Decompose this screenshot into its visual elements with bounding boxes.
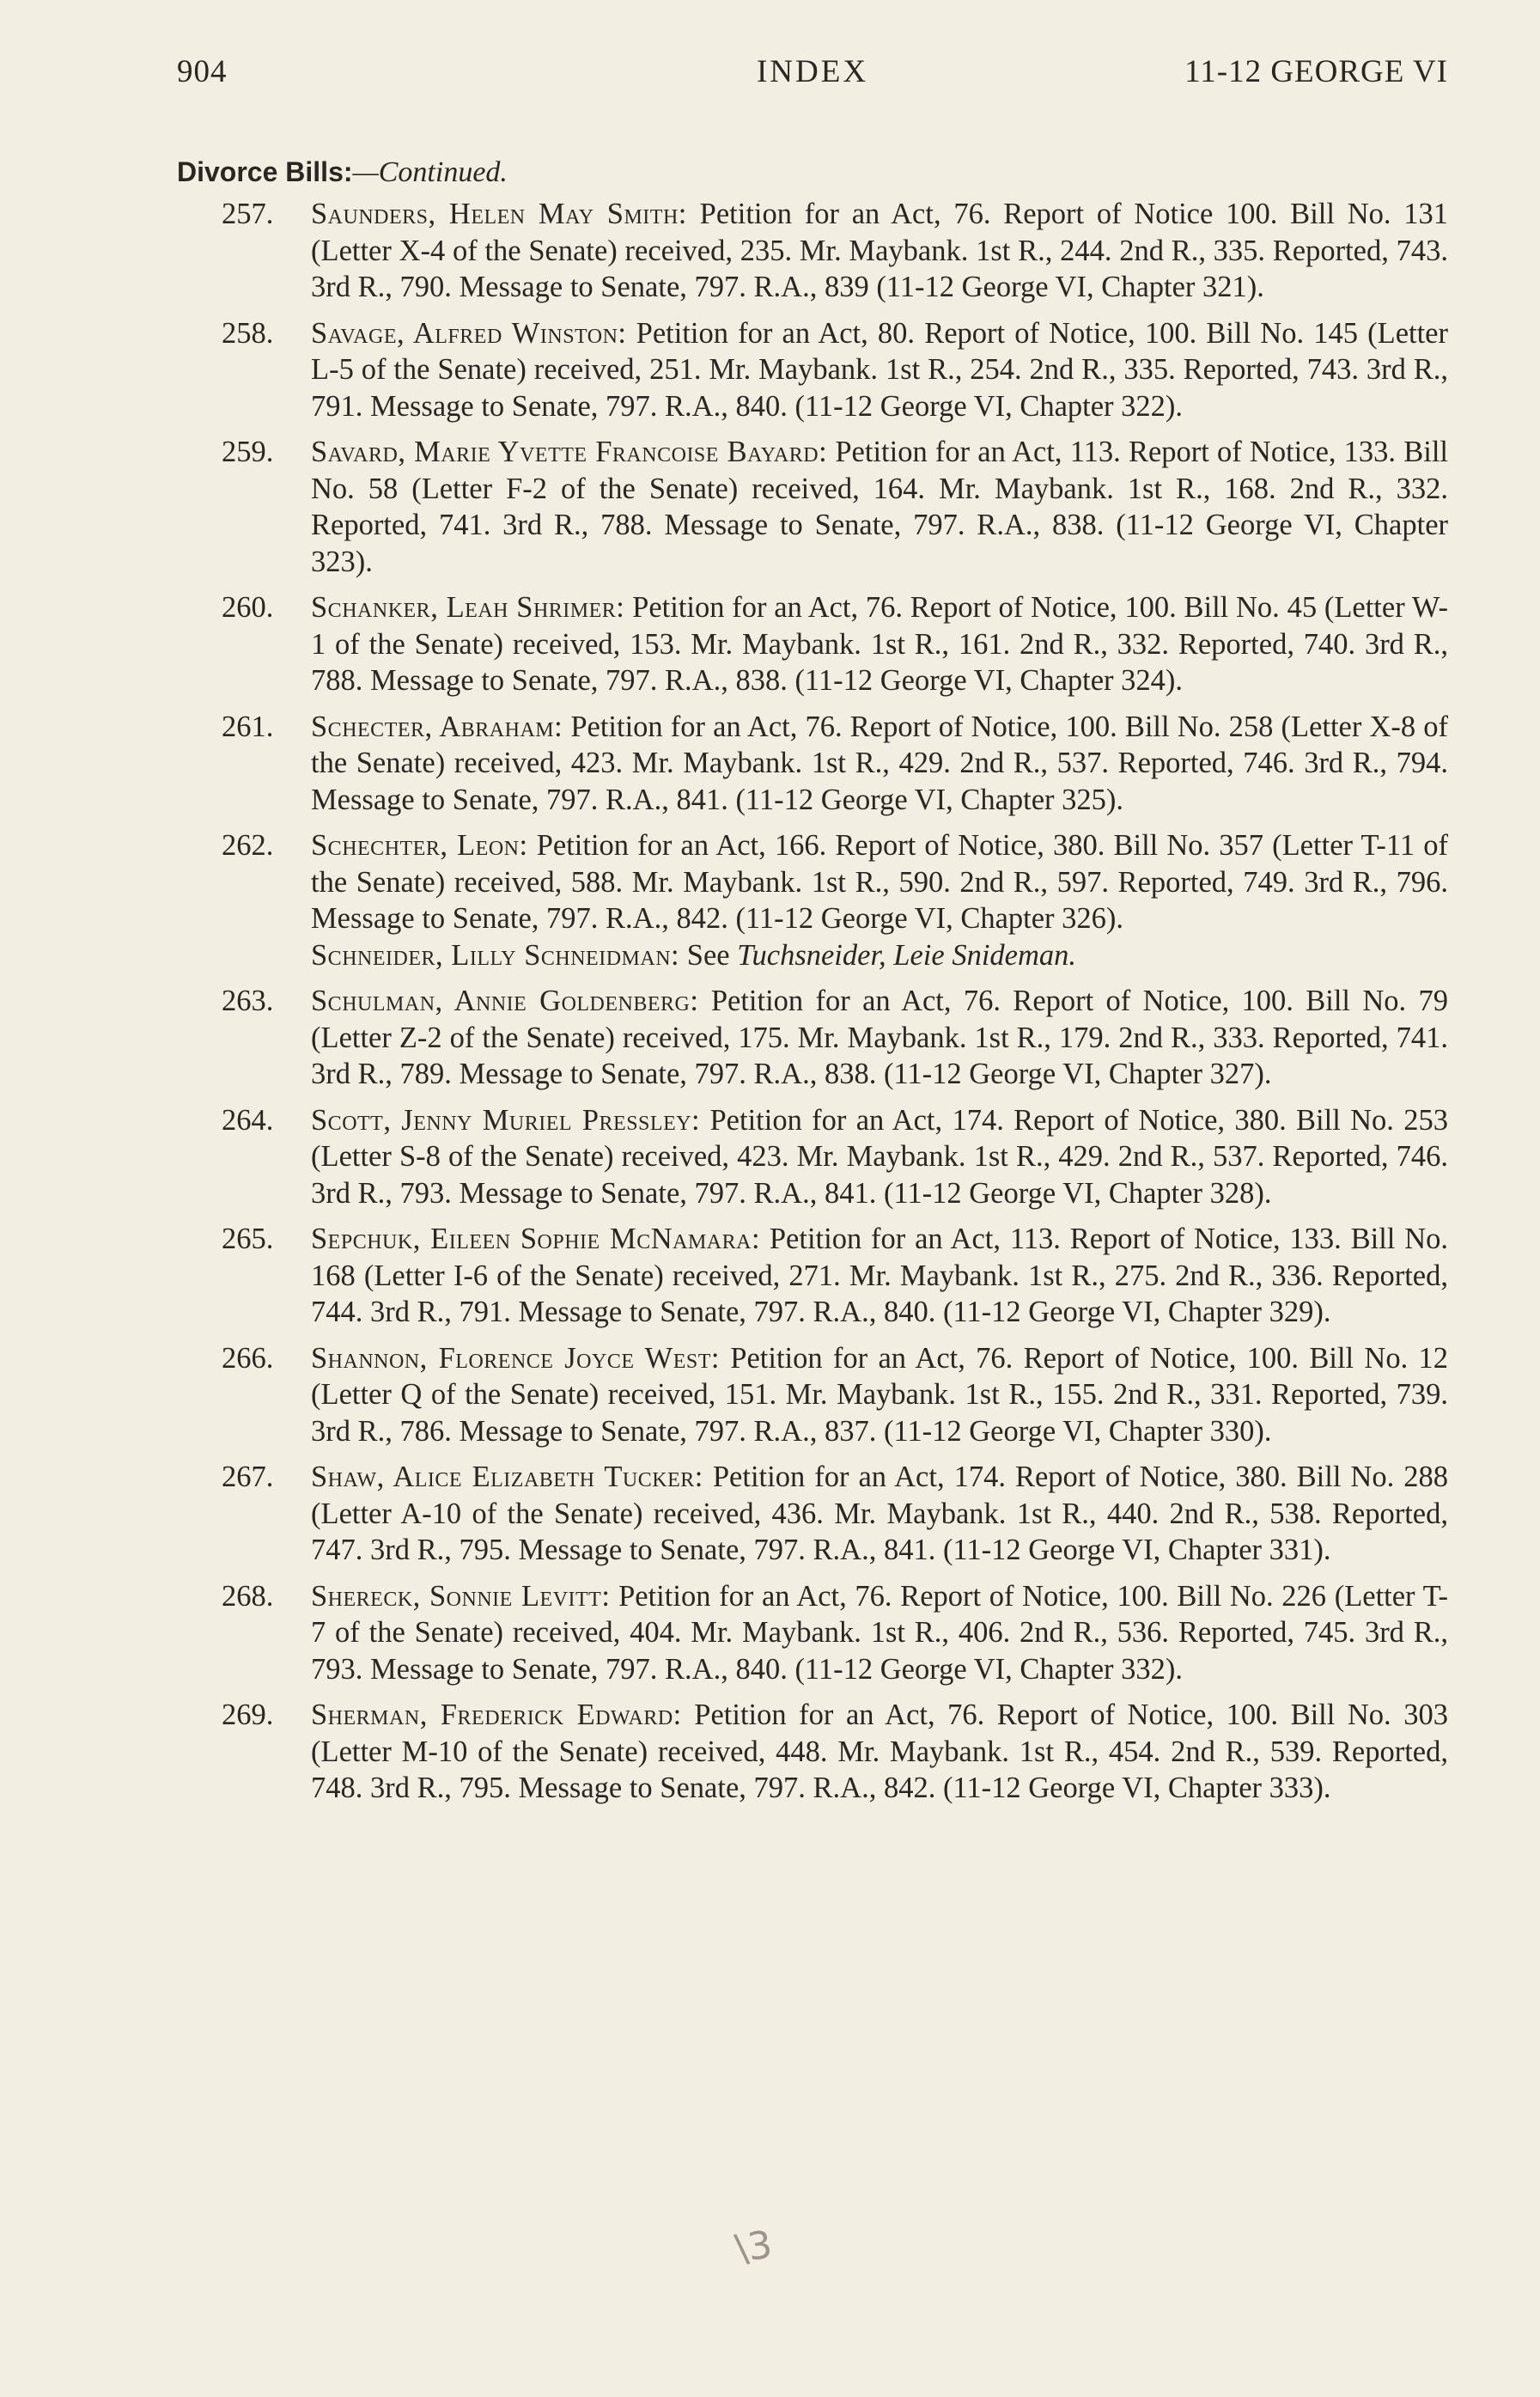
entry-name: Schecter, Abraham: <box>311 710 563 743</box>
page-header <box>177 53 1448 101</box>
entry-text: Petition for an Act, 76. Report of Notice, 100. Bill No. 79 (Letter Z-2 of the Senate) received, 175. Mr. Maybank. 1st R., 179. 2nd R., 333. Reported, 741. 3rd R., 789. Message to Senate, 797. R.A., 838. (11-12 George VI, Chapter 327). <box>311 985 1448 1090</box>
entry-number: 265. <box>222 1223 274 1255</box>
entry-number: 269. <box>222 1699 274 1731</box>
entry-name: Schanker, Leah Shrimer: <box>311 591 625 624</box>
xref-target: Tuchsneider, Leie Snideman. <box>737 938 1077 972</box>
index-entry <box>177 827 1448 937</box>
entry-number: 266. <box>222 1341 274 1375</box>
entry-number: 260. <box>222 591 274 624</box>
entry-name: Saunders, Helen May Smith: <box>311 198 687 230</box>
entry-text: Petition for an Act, 80. Report of Notice, 100. Bill No. 145 (Letter L-5 of the Senate) received, 251. Mr. Maybank. 1st R., 254. 2nd R., 335. Reported, 743. 3rd R., 791. Message to Senate, 797. R.A., 840. (11-12 George VI, Chapter 322). <box>311 316 1448 423</box>
section-heading <box>177 156 508 189</box>
continued-label: —Continued. <box>352 156 508 188</box>
entry-group <box>177 196 1448 937</box>
entry-name: Shereck, Sonnie Levitt: <box>311 1579 611 1613</box>
entry-text: Petition for an Act, 174. Report of Notice, 380. Bill No. 288 (Letter A-10 of the Senate) received, 436. Mr. Maybank. 1st R., 440. 2nd R., 538. Reported, 747. 3rd R., 795. Message to Senate, 797. R.A., 841. (11-12 George VI, Chapter 331). <box>311 1461 1448 1566</box>
index-entry <box>177 1459 1448 1569</box>
entry-name: Schechter, Leon: <box>311 829 528 862</box>
index-entry <box>177 196 1448 306</box>
entry-group <box>177 983 1448 1807</box>
entry-number: 263. <box>222 985 274 1017</box>
section-title: Divorce Bills: <box>177 156 353 187</box>
entry-number: 261. <box>222 710 274 743</box>
index-entry <box>177 709 1448 819</box>
entry-number: 267. <box>222 1461 274 1493</box>
entry-text: Petition for an Act, 76. Report of Notice, 100. Bill No. 12 (Letter Q of the Senate) received, 151. Mr. Maybank. 1st R., 155. 2nd R., 331. Reported, 739. 3rd R., 786. Message to Senate, 797. R.A., 837. (11-12 George VI, Chapter 330). <box>311 1341 1448 1448</box>
entry-text: Petition for an Act, 166. Report of Notice, 380. Bill No. 357 (Letter T-11 of the Senate) received, 588. Mr. Maybank. 1st R., 590. 2nd R., 597. Reported, 749. 3rd R., 796. Message to Senate, 797. R.A., 842. (11-12 George VI, Chapter 326). <box>311 829 1448 935</box>
entry-name: Savage, Alfred Winston: <box>311 316 627 350</box>
page-number: 904 <box>177 54 228 89</box>
xref-see: See <box>679 938 738 972</box>
entry-name: Sepchuk, Eileen Sophie McNamara: <box>311 1223 761 1255</box>
index-entry <box>177 315 1448 425</box>
entry-number: 259. <box>222 436 274 468</box>
index-entry <box>177 1697 1448 1807</box>
entry-text: Petition for an Act, 113. Report of Notice, 133. Bill No. 58 (Letter F-2 of the Senate) received, 164. Mr. Maybank. 1st R., 168. 2nd R., 332. Reported, 741. 3rd R., 788. Message to Senate, 797. R.A., 838. (11-12 George VI, Chapter 323). <box>311 436 1448 578</box>
index-entry <box>177 1221 1448 1331</box>
entry-name: Sherman, Frederick Edward: <box>311 1699 682 1731</box>
reign-label: 11-12 GEORGE VI <box>1184 54 1448 89</box>
entry-text: Petition for an Act, 76. Report of Notice, 100. Bill No. 258 (Letter X-8 of the Senate) received, 423. Mr. Maybank. 1st R., 429. 2nd R., 537. Reported, 746. 3rd R., 794. Message to Senate, 797. R.A., 841. (11-12 George VI, Chapter 325). <box>311 710 1448 816</box>
entry-text: Petition for an Act, 76. Report of Notice, 100. Bill No. 303 (Letter M-10 of the Senate) received, 448. Mr. Maybank. 1st R., 454. 2nd R., 539. Reported, 748. 3rd R., 795. Message to Senate, 797. R.A., 842. (11-12 George VI, Chapter 333). <box>311 1699 1448 1804</box>
index-entry <box>177 983 1448 1093</box>
entry-name: Shaw, Alice Elizabeth Tucker: <box>311 1461 703 1493</box>
entry-number: 257. <box>222 198 274 230</box>
index-entry <box>177 1102 1448 1212</box>
entry-text: Petition for an Act, 174. Report of Notice, 380. Bill No. 253 (Letter S-8 of the Senate) received, 423. Mr. Maybank. 1st R., 429. 2nd R., 537. Reported, 746. 3rd R., 793. Message to Senate, 797. R.A., 841. (11-12 George VI, Chapter 328). <box>311 1103 1449 1210</box>
page-title: INDEX <box>756 54 869 89</box>
entry-name: Schulman, Annie Goldenberg: <box>311 985 699 1017</box>
entry-name: Savard, Marie Yvette Francoise Bayard: <box>311 436 828 468</box>
index-entry <box>177 589 1448 699</box>
index-entries <box>177 196 1448 1816</box>
entry-name: Shannon, Florence Joyce West: <box>311 1341 720 1375</box>
entry-name: Scott, Jenny Muriel Pressley: <box>311 1103 701 1137</box>
entry-number: 258. <box>222 316 274 350</box>
entry-text: Petition for an Act, 76. Report of Notice, 100. Bill No. 45 (Letter W-1 of the Senate) received, 153. Mr. Maybank. 1st R., 161. 2nd R., 332. Reported, 740. 3rd R., 788. Message to Senate, 797. R.A., 838. (11-12 George VI, Chapter 324). <box>311 591 1448 697</box>
entry-text: Petition for an Act, 76. Report of Notice, 100. Bill No. 226 (Letter T-7 of the Senate) received, 404. Mr. Maybank. 1st R., 406. 2nd R., 536. Reported, 745. 3rd R., 793. Message to Senate, 797. R.A., 840. (11-12 George VI, Chapter 332). <box>311 1579 1448 1686</box>
cross-reference <box>177 937 1448 974</box>
entry-text: Petition for an Act, 76. Report of Notice 100. Bill No. 131 (Letter X-4 of the Senate) received, 235. Mr. Maybank. 1st R., 244. 2nd R., 335. Reported, 743. 3rd R., 790. Message to Senate, 797. R.A., 839 (11-12 George VI, Chapter 321). <box>311 198 1448 303</box>
entry-number: 268. <box>222 1579 274 1613</box>
entry-number: 262. <box>222 829 274 862</box>
xref-name: Schneider, Lilly Schneidman: <box>311 938 680 972</box>
entry-text: Petition for an Act, 113. Report of Notice, 133. Bill No. 168 (Letter I-6 of the Senate) received, 271. Mr. Maybank. 1st R., 275. 2nd R., 336. Reported, 744. 3rd R., 791. Message to Senate, 797. R.A., 840. (11-12 George VI, Chapter 329). <box>311 1223 1448 1328</box>
index-entry <box>177 1340 1448 1450</box>
entry-number: 264. <box>222 1103 274 1137</box>
handwritten-mark: \3 <box>732 2223 776 2272</box>
index-entry <box>177 434 1448 580</box>
index-entry <box>177 1578 1448 1688</box>
